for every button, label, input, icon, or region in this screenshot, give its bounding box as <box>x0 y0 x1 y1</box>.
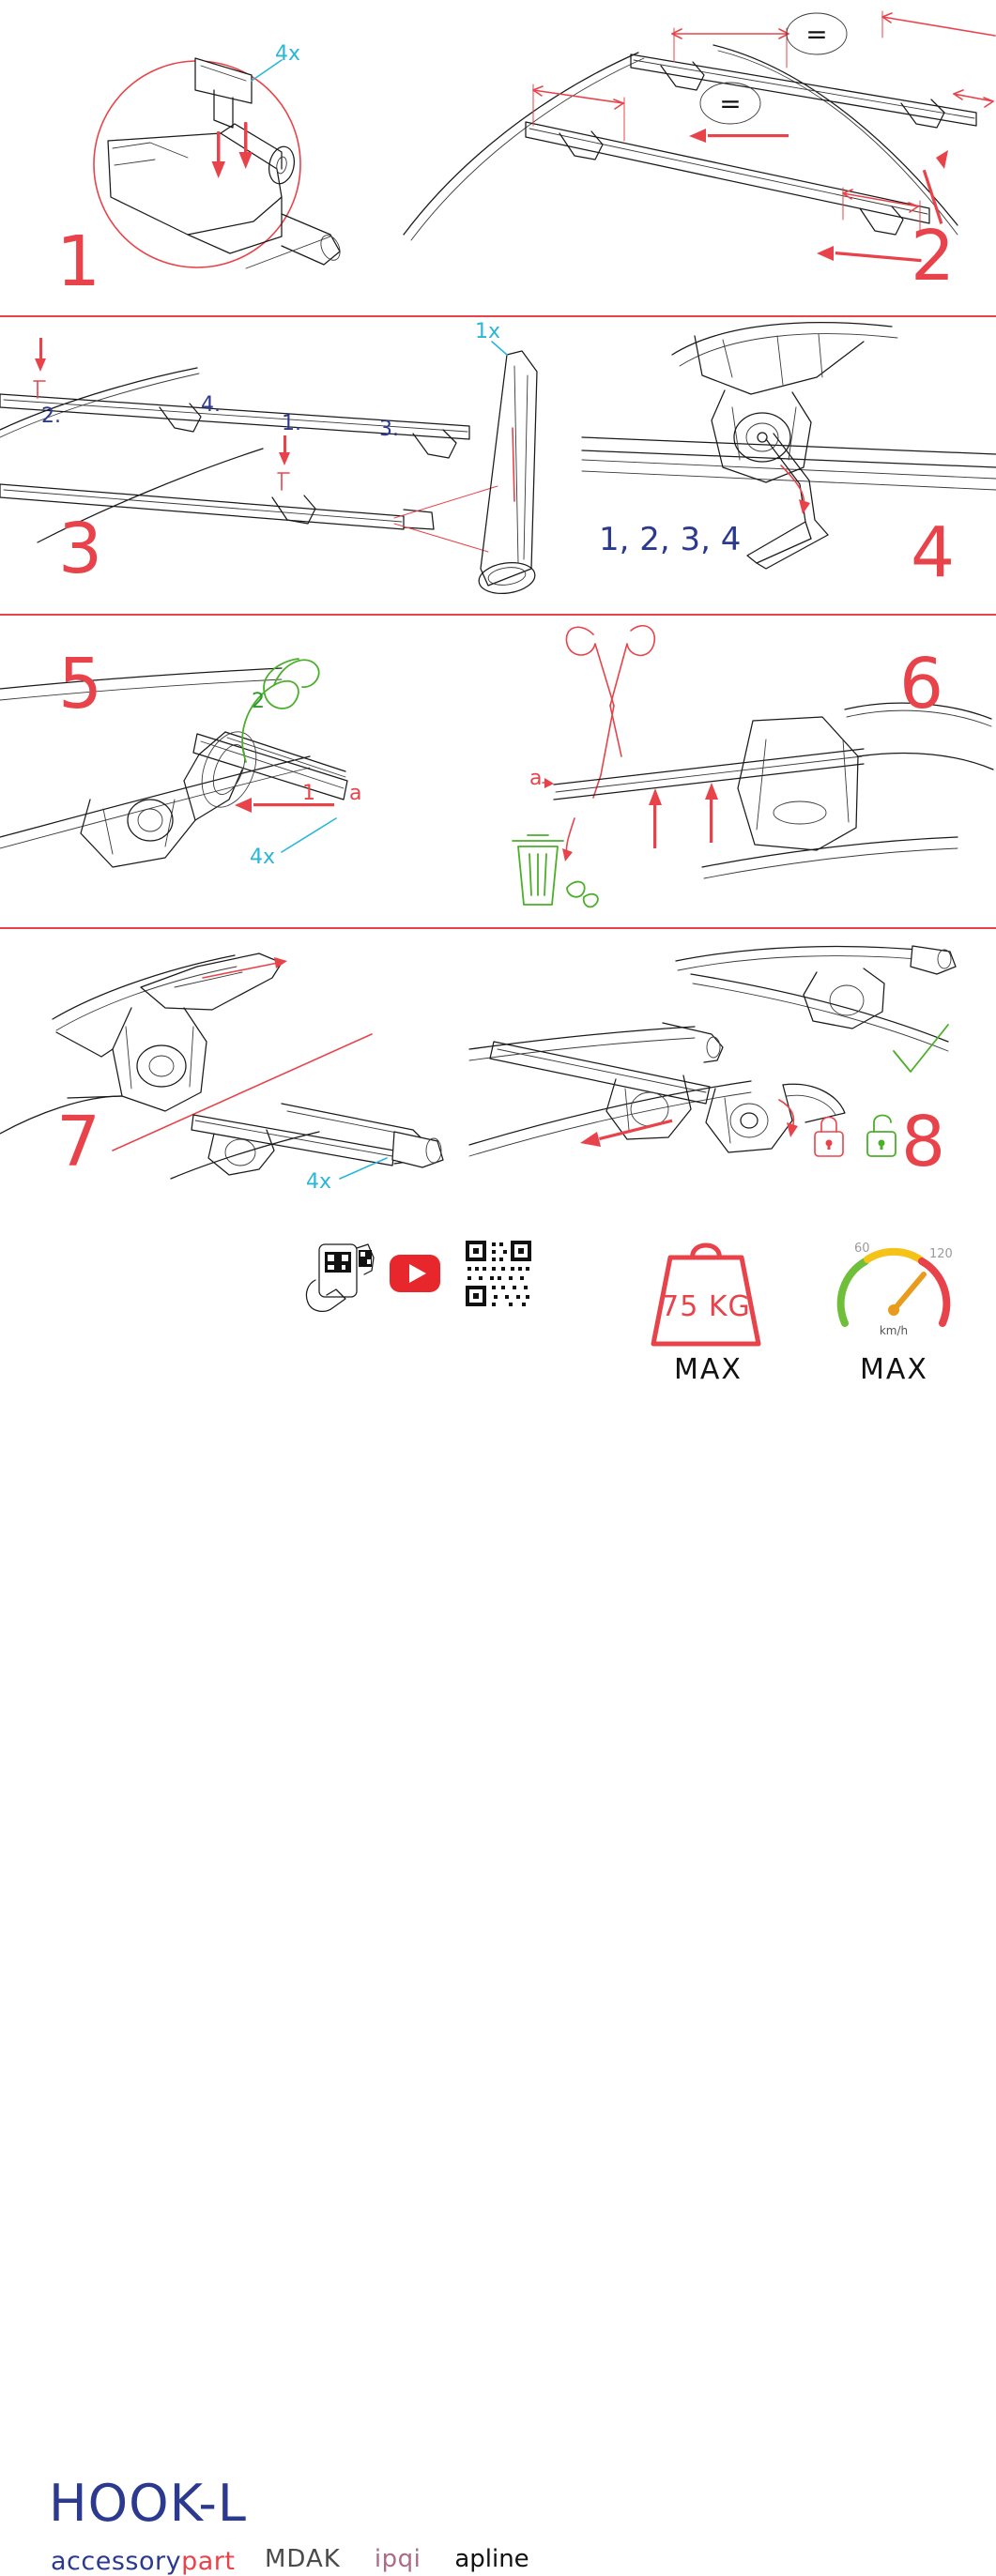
step-2-panel <box>394 0 996 315</box>
max-load-value: 75 KG <box>661 1290 751 1323</box>
youtube-icon[interactable] <box>389 1254 441 1293</box>
equal-sign-front: = <box>805 19 828 50</box>
insert-arrow-a <box>212 131 226 178</box>
step-1-label-4x: 4x <box>275 42 301 66</box>
max-load-caption: MAX <box>674 1353 743 1386</box>
step-5-number: 5 <box>58 644 104 724</box>
step-8-push-arrow <box>580 1120 672 1147</box>
step-3-order-2: 2. <box>41 404 61 428</box>
brand-accent: part <box>181 2547 236 2576</box>
step-5-label-2: 2 <box>252 690 265 713</box>
step-6-number: 6 <box>899 644 945 724</box>
step-8-panel <box>469 929 996 1220</box>
slide-arrow-bottom <box>817 246 922 262</box>
speed-tick-60: 60 <box>854 1242 870 1256</box>
footer <box>0 1220 996 2576</box>
step-4-panel <box>582 317 996 614</box>
step-5-push-arrow <box>235 798 334 813</box>
partner-ipqi: ipqi <box>374 2545 421 2573</box>
equal-sign-rear: = <box>719 88 742 119</box>
step-7-panel <box>0 929 469 1220</box>
step-2-number: 2 <box>911 216 957 297</box>
step-7-label-4x: 4x <box>306 1170 332 1194</box>
speedometer-icon <box>832 1233 956 1348</box>
step-3-order-1: 1. <box>282 412 301 435</box>
speed-tick-120: 120 <box>929 1247 953 1261</box>
partner-mdak: MDAK <box>265 2545 341 2573</box>
scrap-strip <box>567 882 598 907</box>
step-3-label-1x: 1x <box>475 320 501 343</box>
trash-icon <box>513 835 563 905</box>
step-2-illustration <box>394 0 996 315</box>
step-5-label-1: 1 <box>302 782 315 805</box>
step-4-number: 4 <box>911 512 957 593</box>
qr-code-icon[interactable] <box>464 1239 533 1308</box>
lock-open-icon <box>867 1116 896 1157</box>
step-3-panel <box>0 317 582 614</box>
slide-arrow-rear <box>689 129 789 143</box>
step-5-panel <box>0 616 469 927</box>
lock-closed-icon <box>815 1118 843 1157</box>
slide-arrow-right <box>923 150 948 224</box>
product-name: HOOK-L <box>49 2474 247 2533</box>
step-6-panel <box>469 616 996 927</box>
step-5-label-a: a <box>349 782 362 805</box>
step-1-number: 1 <box>56 221 102 302</box>
step-8-number: 8 <box>901 1102 947 1182</box>
speed-unit: km/h <box>879 1324 909 1337</box>
max-speed-caption: MAX <box>860 1353 928 1386</box>
push-up-arrow-b <box>705 783 718 843</box>
scissors-icon <box>566 626 654 798</box>
step-6-label-a: a <box>529 767 543 790</box>
step-3-order-4: 4. <box>201 393 221 417</box>
step-4-sequence-label: 1, 2, 3, 4 <box>599 521 742 558</box>
weight-icon <box>635 1237 777 1346</box>
brand-primary: accessory <box>51 2547 182 2576</box>
step-3-number: 3 <box>58 509 104 589</box>
step-1-panel <box>0 0 394 315</box>
partner-list <box>265 2545 529 2573</box>
step-3-order-3: 3. <box>379 418 399 441</box>
brand-logo <box>51 2547 235 2576</box>
partner-apline: apline <box>454 2545 529 2573</box>
push-up-arrow-a <box>649 788 662 848</box>
step-7-number: 7 <box>56 1102 102 1182</box>
step-5-label-4x: 4x <box>250 846 276 869</box>
qr-scan-phone-icon[interactable] <box>299 1242 383 1316</box>
